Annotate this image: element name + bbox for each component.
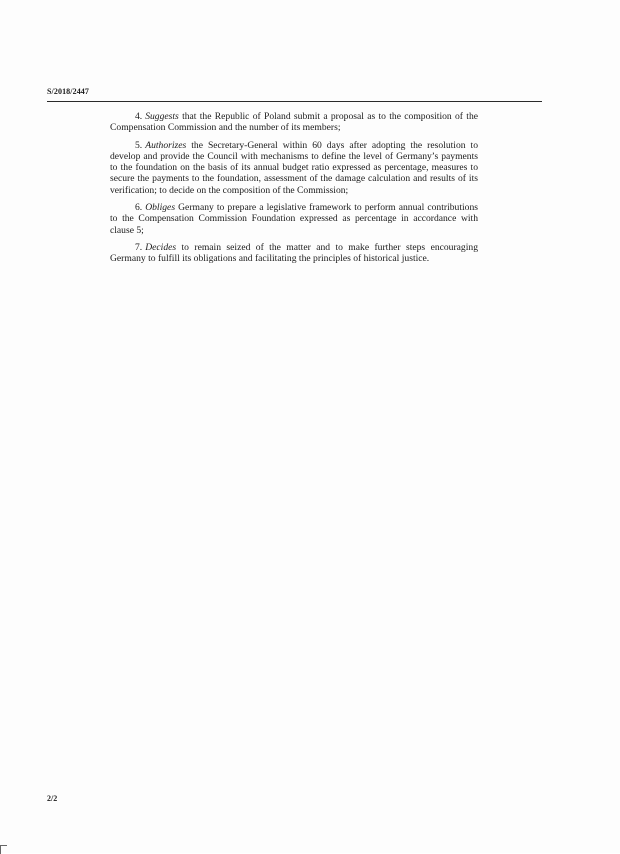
page-number: 2/2: [47, 794, 58, 803]
paragraph-text: to remain seized of the matter and to make further steps encouraging Germany to fulfill its obligations and facilitating the principles of historical justice.: [110, 241, 478, 265]
paragraph-4: [110, 111, 478, 134]
operative-verb: Authorizes: [145, 139, 187, 151]
paragraph-text: that the Republic of Poland submit a proposal as to the composition of the Compensation Commission and the number of its members;: [110, 111, 478, 134]
resolution-body: [110, 111, 478, 271]
operative-verb: Obliges: [145, 202, 176, 214]
header-rule: [47, 101, 542, 102]
paragraph-6: [110, 202, 478, 236]
document-symbol: S/2018/2447: [47, 87, 89, 96]
paragraph-text: Germany to prepare a legislative framework to perform annual contributions to the Compensation Commission Foundation expressed as percentage in accordance with clause 5;: [110, 202, 478, 236]
paragraph-7: [110, 242, 478, 265]
paragraph-number: 5.: [135, 139, 143, 151]
operative-verb: Decides: [145, 241, 177, 253]
paragraph-5: [110, 140, 478, 196]
paragraph-number: 7.: [135, 241, 143, 253]
paragraph-text: the Secretary-General within 60 days after adopting the resolution to develop and provide the Council with mechanisms to define the level of Germany’s payments to the foundation on the basis of its annual budget ratio expressed as percentage, measures to secure the payments to the foundation, assessment of the damage calculation and results of its verification; to decide on the composition of the Commission;: [110, 139, 478, 196]
operative-verb: Suggests: [145, 111, 179, 122]
paragraph-number: 4.: [135, 111, 143, 122]
paragraph-number: 6.: [135, 202, 143, 214]
